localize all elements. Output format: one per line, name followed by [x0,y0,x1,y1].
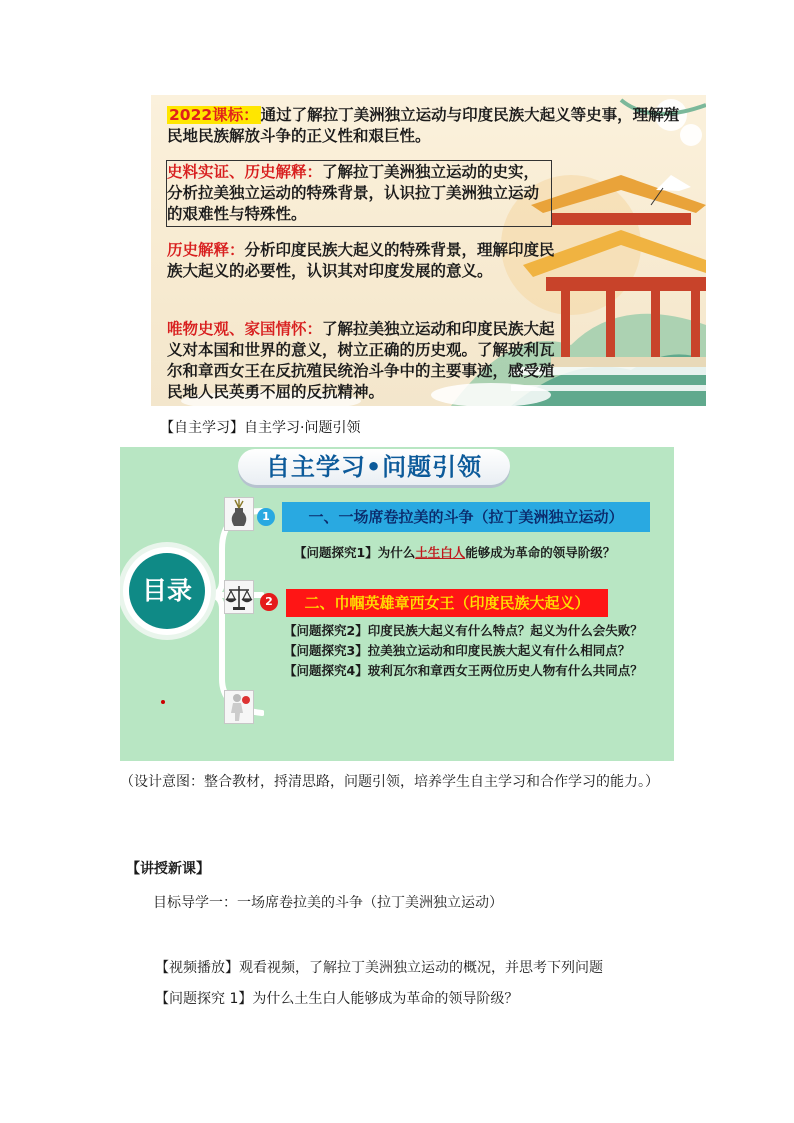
section-1-title: 一、一场席卷拉美的斗争（拉丁美洲独立运动） [308,508,624,526]
self-study-caption: 【自主学习】自主学习·问题引领 [160,420,361,436]
slide-title-bar [238,449,510,485]
question-4: 【问题探究4】玻利瓦尔和章西女王两位历史人物有什么共同点？ [284,663,643,678]
scales-icon [224,580,254,614]
question-prompt: 【问题探究 1】为什么土生白人能够成为革命的领导阶级？ [155,991,519,1007]
materialism-text: 了解拉美独立运动和印度民族大起义对本国和世界的意义，树立正确的历史观。了解玻利瓦尔和章西女王在反抗殖民统治斗争中的主要事迹，感受殖民地人民英勇不屈的反抗精神。 [167,320,555,401]
video-instruction: 【视频播放】观看视频，了解拉丁美洲独立运动的概况，并思考下列问题 [155,960,603,976]
interpretation-block [167,240,557,282]
bullet-dot [161,700,165,704]
goal-line: 目标导学一：一场席卷拉美的斗争（拉丁美洲独立运动） [153,895,503,911]
vase-icon [224,497,254,531]
evidence-lead: 史料实证、历史解释： [167,163,323,181]
directory-badge [123,547,211,635]
standard-block [167,105,687,147]
interpretation-text: 分析印度民族大起义的特殊背景，理解印度民族大起义的必要性，认识其对印度发展的意义。 [167,241,555,280]
directory-label: 目录 [141,576,192,605]
section-1-bar [282,502,650,532]
curriculum-standard-slide [151,95,706,406]
evidence-text: 了解拉丁美洲独立运动的史实，分析拉美独立运动的特殊背景，认识拉丁美洲独立运动的艰难性与特殊性。 [167,163,540,223]
materialism-lead: 唯物史观、家国情怀： [167,320,323,338]
interpretation-lead: 历史解释： [167,241,245,259]
section-2-title: 二、巾帼英雄章西女王（印度民族大起义） [304,594,590,612]
question-3: 【问题探究3】拉美独立运动和印度民族大起义有什么相同点？ [284,643,631,658]
standard-tag: 2022课标： [169,106,259,124]
person-icon [224,690,254,724]
section-number-2: 2 [260,593,278,611]
question-1-highlight: 土生白人 [415,545,466,560]
directory-slide [120,447,674,761]
evidence-block [167,161,551,226]
materialism-block [167,319,557,403]
standard-text: 通过了解拉丁美洲独立运动与印度民族大起义等史事，理解殖民地民族解放斗争的正义性和艰巨性。 [167,106,680,145]
design-intent: （设计意图：整合教材，捋清思路，问题引领，培养学生自主学习和合作学习的能力。） [120,774,659,790]
section-number-1: 1 [257,508,275,526]
slide-title: 自主学习•问题引领 [265,453,483,481]
question-2: 【问题探究2】印度民族大起义有什么特点？起义为什么会失败？ [284,623,643,638]
section-heading: 【讲授新课】 [126,861,210,877]
question-1: 【问题探究1】为什么土生白人能够成为革命的领导阶级？ [294,545,616,560]
section-2-bar [286,589,608,617]
